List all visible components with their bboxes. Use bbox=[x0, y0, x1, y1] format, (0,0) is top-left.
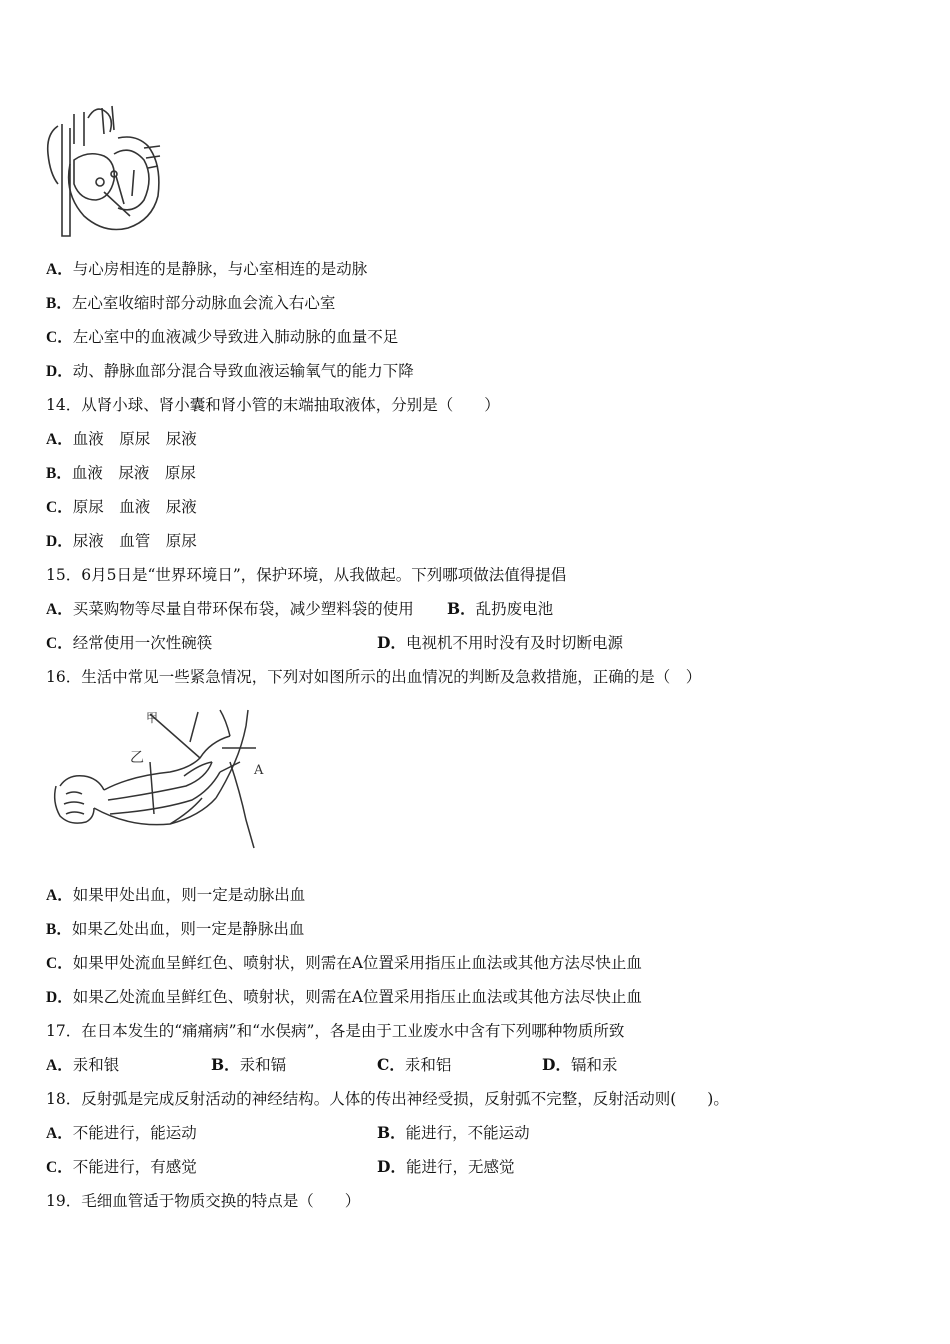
q17-option-d: D．镉和汞 bbox=[542, 1055, 618, 1074]
label-yi: 乙 bbox=[130, 750, 144, 766]
label-jia: 甲 bbox=[146, 711, 159, 725]
q13-option-b: B．左心室收缩时部分动脉血会流入右心室 bbox=[46, 294, 336, 312]
q14-option-c: C．原尿 血液 尿液 bbox=[46, 498, 197, 516]
q13-option-a: A．与心房相连的是静脉，与心室相连的是动脉 bbox=[46, 260, 368, 278]
q17-stem: 17．在日本发生的“痛痛病”和“水俣病”，各是由于工业废水中含有下列哪种物质所致 bbox=[46, 1022, 625, 1040]
q16-option-d: D．如果乙处流血呈鲜红色、喷射状，则需在A位置采用指压止血法或其他方法尽快止血 bbox=[46, 988, 642, 1006]
q17-option-b: B．汞和镉 bbox=[211, 1055, 287, 1074]
q16-stem: 16．生活中常见一些紧急情况，下列对如图所示的出血情况的判断及急救措施，正确的是（ ） bbox=[46, 668, 702, 686]
q13-option-d: D．动、静脉血部分混合导致血液运输氧气的能力下降 bbox=[46, 362, 414, 380]
q15-option-a: A．买菜购物等尽量自带环保布袋，减少塑料袋的使用 bbox=[46, 600, 414, 618]
q18-option-c: C．不能进行，有感觉 bbox=[46, 1158, 197, 1176]
q19-stem: 19．毛细血管适于物质交换的特点是（ ） bbox=[46, 1192, 361, 1210]
q16-option-c: C．如果甲处流血呈鲜红色、喷射状，则需在A位置采用指压止血法或其他方法尽快止血 bbox=[46, 954, 642, 972]
heart-diagram bbox=[44, 104, 166, 242]
q18-option-a: A．不能进行，能运动 bbox=[46, 1124, 197, 1142]
q18-option-d: D．能进行，无感觉 bbox=[377, 1157, 515, 1176]
q14-option-d: D．尿液 血管 原尿 bbox=[46, 532, 197, 550]
q14-option-b: B．血液 尿液 原尿 bbox=[46, 464, 196, 482]
q18-stem: 18．反射弧是完成反射活动的神经结构。人体的传出神经受损，反射弧不完整，反射活动则( )。 bbox=[46, 1090, 729, 1108]
q14-stem: 14．从肾小球、肾小囊和肾小管的末端抽取液体，分别是（ ） bbox=[46, 396, 500, 414]
q18-option-b: B．能进行，不能运动 bbox=[377, 1123, 530, 1142]
q17-option-a: A．汞和银 bbox=[46, 1056, 120, 1074]
q15-stem: 15．6月5日是“世界环境日”，保护环境，从我做起。下列哪项做法值得提倡 bbox=[46, 566, 567, 584]
arm-bleeding-diagram bbox=[50, 702, 265, 854]
q16-option-a: A．如果甲处出血，则一定是动脉出血 bbox=[46, 886, 306, 904]
q15-option-b: B．乱扔废电池 bbox=[447, 599, 554, 618]
label-a: A bbox=[254, 763, 264, 778]
q13-option-c: C．左心室中的血液减少导致进入肺动脉的血量不足 bbox=[46, 328, 399, 346]
q15-option-c: C．经常使用一次性碗筷 bbox=[46, 634, 213, 652]
q15-option-d: D．电视机不用时没有及时切断电源 bbox=[377, 633, 623, 652]
q14-option-a: A．血液 原尿 尿液 bbox=[46, 430, 197, 448]
q17-option-c: C．汞和铝 bbox=[377, 1055, 452, 1074]
q16-option-b: B．如果乙处出血，则一定是静脉出血 bbox=[46, 920, 305, 938]
